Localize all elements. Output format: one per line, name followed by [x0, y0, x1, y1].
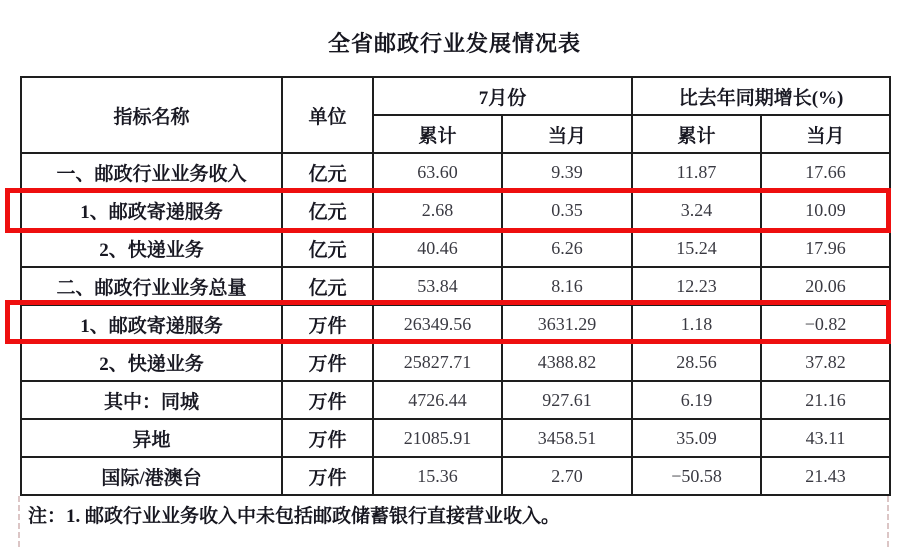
cell-growth-month: 17.96	[761, 229, 890, 267]
cell-july-month: 2.70	[502, 457, 632, 495]
cell-growth-month: −0.82	[761, 305, 890, 343]
table-body	[21, 153, 890, 495]
header-july-month: 当月	[502, 115, 632, 153]
cell-july-month: 0.35	[502, 191, 632, 229]
cell-july-month: 3631.29	[502, 305, 632, 343]
cell-july-month: 8.16	[502, 267, 632, 305]
cell-growth-month: 37.82	[761, 343, 890, 381]
table-row	[21, 267, 890, 305]
header-growth-month: 当月	[761, 115, 890, 153]
table-row	[21, 381, 890, 419]
cell-indicator: 一、邮政行业业务收入	[21, 153, 282, 191]
cell-july-cumulative: 2.68	[373, 191, 502, 229]
cell-indicator: 2、快递业务	[21, 229, 282, 267]
cell-unit: 万件	[282, 381, 373, 419]
header-july-cumulative: 累计	[373, 115, 502, 153]
cell-july-month: 927.61	[502, 381, 632, 419]
table-row	[21, 153, 890, 191]
cell-growth-month: 17.66	[761, 153, 890, 191]
page-title: 全省邮政行业发展情况表	[327, 31, 581, 56]
cell-growth-cumulative: 15.24	[632, 229, 761, 267]
header-indicator: 指标名称	[21, 77, 282, 153]
cell-july-cumulative: 63.60	[373, 153, 502, 191]
cell-unit: 万件	[282, 419, 373, 457]
table-row	[21, 191, 890, 229]
header-growth-group: 比去年同期增长(%)	[632, 77, 890, 115]
footnote: 注：1. 邮政行业业务收入中未包括邮政储蓄银行直接营业收入。	[28, 506, 561, 527]
cell-july-month: 6.26	[502, 229, 632, 267]
cell-indicator: 1、邮政寄递服务	[21, 305, 282, 343]
cell-growth-cumulative: 11.87	[632, 153, 761, 191]
cell-indicator: 二、邮政行业业务总量	[21, 267, 282, 305]
cell-growth-cumulative: 1.18	[632, 305, 761, 343]
cell-july-cumulative: 4726.44	[373, 381, 502, 419]
cell-growth-month: 20.06	[761, 267, 890, 305]
cell-july-month: 9.39	[502, 153, 632, 191]
table-header	[21, 77, 890, 153]
header-unit: 单位	[282, 77, 373, 153]
cell-growth-cumulative: 3.24	[632, 191, 761, 229]
cell-unit: 亿元	[282, 229, 373, 267]
cell-indicator: 2、快递业务	[21, 343, 282, 381]
cell-july-month: 4388.82	[502, 343, 632, 381]
cell-unit: 万件	[282, 457, 373, 495]
cell-july-cumulative: 40.46	[373, 229, 502, 267]
cell-growth-cumulative: 35.09	[632, 419, 761, 457]
page-boundary-dashed-left	[18, 496, 20, 547]
cell-july-cumulative: 53.84	[373, 267, 502, 305]
cell-unit: 亿元	[282, 267, 373, 305]
cell-growth-cumulative: 12.23	[632, 267, 761, 305]
header-row-groups	[21, 77, 890, 115]
cell-indicator: 异地	[21, 419, 282, 457]
cell-indicator: 1、邮政寄递服务	[21, 191, 282, 229]
cell-growth-month: 21.43	[761, 457, 890, 495]
cell-indicator: 国际/港澳台	[21, 457, 282, 495]
postal-industry-table	[20, 76, 891, 496]
cell-july-cumulative: 26349.56	[373, 305, 502, 343]
cell-growth-month: 21.16	[761, 381, 890, 419]
page-boundary-dashed-right	[887, 496, 889, 547]
cell-unit: 亿元	[282, 191, 373, 229]
cell-growth-cumulative: 28.56	[632, 343, 761, 381]
cell-growth-month: 10.09	[761, 191, 890, 229]
table-row	[21, 305, 890, 343]
table-row	[21, 457, 890, 495]
table-row	[21, 343, 890, 381]
cell-july-month: 3458.51	[502, 419, 632, 457]
cell-growth-cumulative: 6.19	[632, 381, 761, 419]
cell-unit: 万件	[282, 305, 373, 343]
header-growth-cumulative: 累计	[632, 115, 761, 153]
cell-indicator: 其中：同城	[21, 381, 282, 419]
cell-growth-month: 43.11	[761, 419, 890, 457]
table-row	[21, 229, 890, 267]
table-row	[21, 419, 890, 457]
cell-july-cumulative: 15.36	[373, 457, 502, 495]
header-july-group: 7月份	[373, 77, 632, 115]
cell-growth-cumulative: −50.58	[632, 457, 761, 495]
cell-july-cumulative: 21085.91	[373, 419, 502, 457]
cell-unit: 亿元	[282, 153, 373, 191]
cell-unit: 万件	[282, 343, 373, 381]
cell-july-cumulative: 25827.71	[373, 343, 502, 381]
